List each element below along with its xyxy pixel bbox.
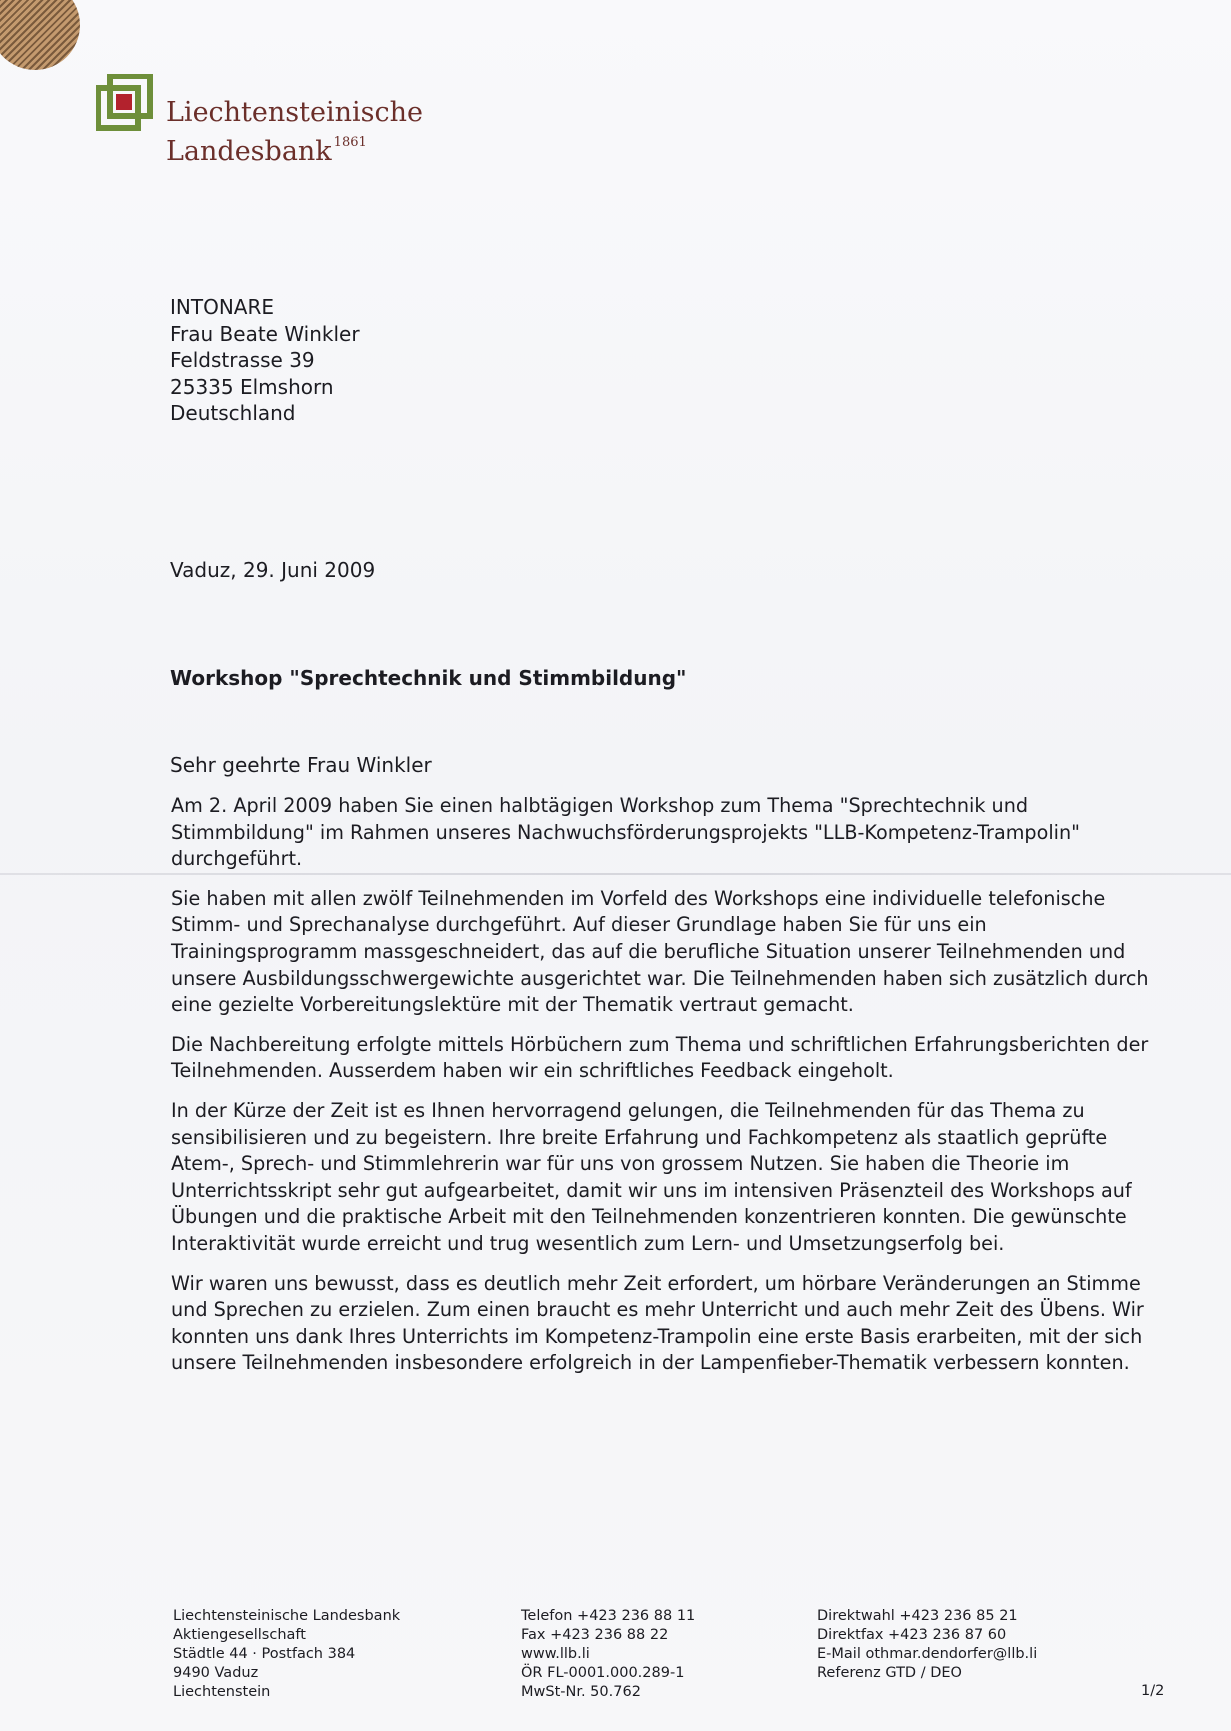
letter-body bbox=[171, 793, 1151, 1390]
bank-name bbox=[166, 98, 423, 167]
letter-subject: Workshop "Sprechtechnik und Stimmbildung" bbox=[170, 666, 687, 690]
page-number: 1/2 bbox=[1141, 1683, 1165, 1699]
letter-date: Vaduz, 29. Juni 2009 bbox=[170, 558, 376, 582]
footer-line: Direktfax +423 236 87 60 bbox=[817, 1627, 1007, 1643]
footer-line: Städtle 44 · Postfach 384 bbox=[173, 1646, 356, 1662]
footer-line: MwSt-Nr. 50.762 bbox=[521, 1684, 641, 1700]
body-paragraph: Wir waren uns bewusst, dass es deutlich mehr Zeit erfordert, um hörbare Veränderungen an Stimme und Sprechen zu erzielen. Zum einen braucht es mehr Unterricht und auch mehr Zeit des Übens. Wir konnten uns dank Ihres Unterrichts im Kompetenz-Trampolin eine erste Basis erarbeiten, mit der sich unsere Teilnehmenden insbesondere erfolgreich in der Lampenfieber-Thematik verbessern konnten. bbox=[171, 1271, 1144, 1375]
footer-line: Aktiengesellschaft bbox=[173, 1627, 306, 1643]
bank-name-line1: Liechtensteinische bbox=[166, 97, 423, 128]
founded-year: 1861 bbox=[333, 135, 367, 150]
footer-line: E-Mail othmar.dendorfer@llb.li bbox=[817, 1646, 1038, 1662]
footer-line: Liechtenstein bbox=[173, 1684, 271, 1700]
footer-line: ÖR FL-0001.000.289-1 bbox=[521, 1665, 685, 1681]
paper-clip-corner bbox=[0, 0, 80, 70]
footer-line: Direktwahl +423 236 85 21 bbox=[817, 1608, 1018, 1624]
footer-direct bbox=[817, 1607, 1037, 1683]
body-paragraph: Sie haben mit allen zwölf Teilnehmenden im Vorfeld des Workshops eine individuelle telefonische Stimm- und Sprechanalyse durchgeführt. Auf dieser Grundlage haben Sie für uns ein Trainingsprogramm massgeschneidert, das auf die berufliche Situation unserer Teilnehmenden und unsere Ausbildungsschwergewichte ausgerichtet war. Die Teilnehmenden haben sich zusätzlich durch eine gezielte Vorbereitungslektüre mit der Thematik vertraut gemacht. bbox=[171, 886, 1149, 1017]
bank-name-line2: Landesbank $^{1861}$ bbox=[166, 135, 367, 167]
salutation: Sehr geehrte Frau Winkler bbox=[170, 753, 432, 777]
bank-logo-icon bbox=[96, 74, 156, 134]
footer-line: Telefon +423 236 88 11 bbox=[521, 1608, 696, 1624]
footer-line: Liechtensteinische Landesbank bbox=[173, 1608, 401, 1624]
footer-company bbox=[173, 1607, 400, 1702]
address-line: Deutschland bbox=[170, 401, 296, 425]
footer-line: 9490 Vaduz bbox=[173, 1665, 259, 1681]
footer-contact bbox=[521, 1607, 695, 1702]
address-line: 25335 Elmshorn bbox=[170, 374, 334, 399]
address-line: Feldstrasse 39 bbox=[170, 348, 315, 372]
body-paragraph: In der Kürze der Zeit ist es Ihnen hervorragend gelungen, die Teilnehmenden für das Thema zu sensibilisieren und zu begeistern. Ihre breite Erfahrung und Fachkompetenz als staatlich geprüfte Atem-, Sprech- und Stimmlehrerin war für uns von grossem Nutzen. Sie haben die Theorie im Unterrichtsskript sehr gut aufgearbeitet, damit wir uns im intensiven Präsenzteil des Workshops auf Übungen und die praktische Arbeit mit den Teilnehmenden konzentrieren konnten. Die gewünschte Interaktivität wurde erreicht und trug wesentlich zum Lern- und Umsetzungserfolg bei. bbox=[171, 1098, 1132, 1255]
address-line: Frau Beate Winkler bbox=[170, 321, 360, 346]
footer-line: Fax +423 236 88 22 bbox=[521, 1627, 669, 1643]
body-paragraph: Am 2. April 2009 haben Sie einen halbtägigen Workshop zum Thema "Sprechtechnik und Stimmbildung" im Rahmen unseres Nachwuchsförderungsprojekts "LLB-Kompetenz-Trampolin" durchgeführt. bbox=[171, 794, 1080, 871]
recipient-address bbox=[170, 294, 360, 427]
footer-line: www.llb.li bbox=[521, 1646, 590, 1662]
footer-line: Referenz GTD / DEO bbox=[817, 1665, 962, 1681]
address-line: INTONARE bbox=[170, 295, 274, 319]
body-paragraph: Die Nachbereitung erfolgte mittels Hörbüchern zum Thema und schriftlichen Erfahrungsberichten der Teilnehmenden. Ausserdem haben wir ein schriftliches Feedback eingeholt. bbox=[171, 1032, 1149, 1083]
